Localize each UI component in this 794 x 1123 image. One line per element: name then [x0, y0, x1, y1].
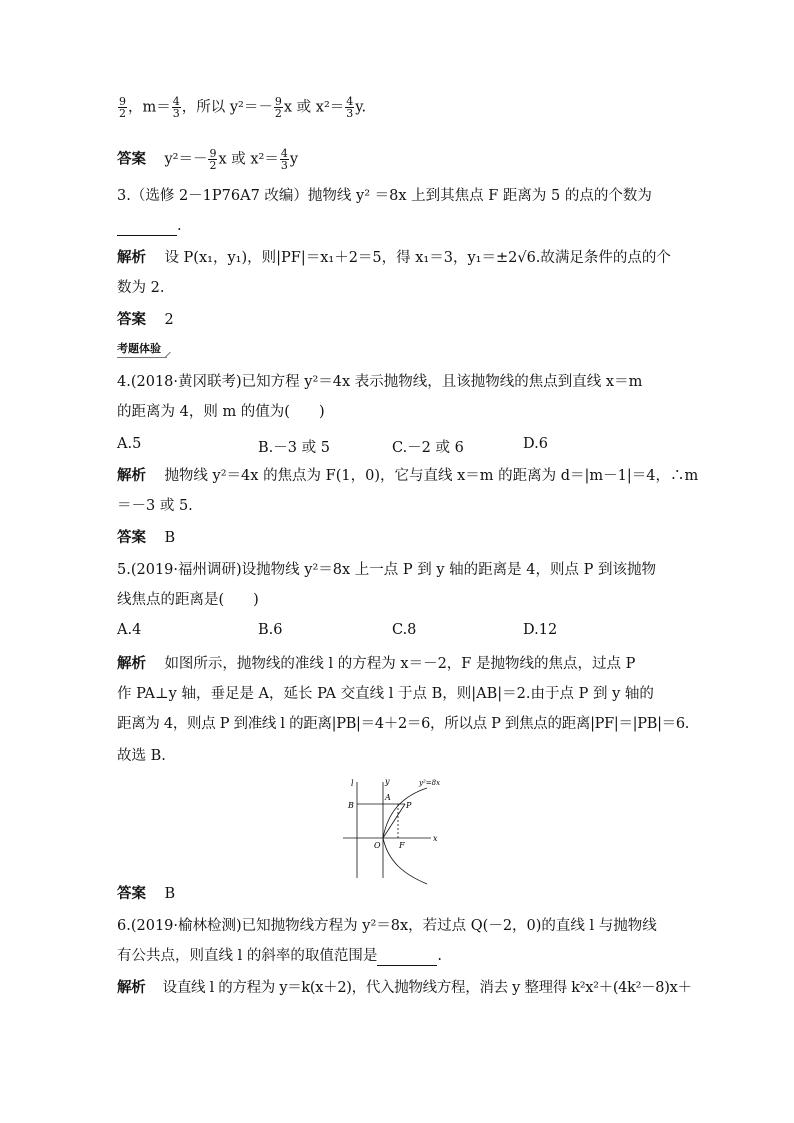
fraction: $\frac{4}{3}$	[280, 147, 288, 172]
label-b: B	[348, 801, 354, 810]
analysis-3-line-2: 数为 2.	[117, 280, 165, 296]
analysis-6-line-1: 解析 设直线 l 的方程为 y＝k(x＋2)，代入抛物线方程，消去 y 整理得 k²x²＋(4k²－8)x＋	[117, 979, 692, 996]
analysis-5-line-2: 作 PA⊥y 轴，垂足是 A，延长 PA 交直线 l 于点 B，则|AB|＝2.由于点 P 到 y 轴的	[117, 686, 654, 702]
label-x: x	[433, 834, 438, 843]
answer-5: 答案 B	[117, 885, 176, 902]
option-b: B.－3 或 5	[258, 440, 330, 456]
label-y: y	[385, 777, 390, 786]
fraction: $\frac{4}{3}$	[346, 95, 354, 120]
label-a: A	[385, 793, 391, 802]
option-c: C.－2 或 6	[392, 440, 464, 456]
fraction: $\frac{9}{2}$	[119, 95, 126, 120]
answer-line-2: 答案 y²＝－ $\frac{9}{2}$ x 或 x²＝ $\frac{4}{3}$ y	[117, 147, 299, 172]
option-d: D.6	[523, 436, 548, 452]
label-o: O	[374, 841, 381, 850]
question-3-line-1: 3.（选修 2－1P76A7 改编）抛物线 y² ＝8x 上到其焦点 F 距离为 5 的点的个数为	[117, 188, 652, 204]
label-f: F	[399, 841, 405, 850]
analysis-5-line-1: 解析 如图所示，抛物线的准线 l 的方程为 x＝－2，F 是抛物线的焦点，过点 P	[117, 655, 636, 672]
label-curve: y²=8x	[419, 779, 441, 787]
question-5-line-1: 5.(2019·福州调研)设抛物线 y²＝8x 上一点 P 到 y 轴的距离是 4，则点 P 到该抛物	[117, 562, 656, 578]
option-b: B.6	[258, 622, 283, 638]
answer-blank	[117, 221, 177, 236]
analysis-5-line-4: 故选 B.	[117, 748, 166, 764]
option-d: D.12	[523, 622, 558, 638]
label-l: l	[351, 779, 354, 788]
option-a: A.5	[117, 436, 142, 452]
answer-3: 答案 2	[117, 311, 174, 328]
fraction: $\frac{9}{2}$	[209, 147, 217, 172]
question-6-line-1: 6.(2019·榆林检测)已知抛物线方程为 y²＝8x，若过点 Q(－2，0)的直线 l 与抛物线	[117, 918, 657, 934]
answer-blank	[377, 951, 437, 966]
parabola-figure	[343, 776, 463, 886]
section-tag: 考题体验	[117, 340, 167, 358]
prev-answer-line: $\frac{9}{2}$ ，m＝ $\frac{4}{3}$ ，所以 y²＝－ $\frac{9}{2}$ x 或 x²＝ $\frac{4}{3}$ y.	[119, 95, 367, 120]
analysis-3-line-1: 解析 设 P(x₁，y₁)，则|PF|＝x₁＋2＝5，得 x₁＝3，y₁＝±2√6.故满足条件的点的个	[117, 249, 671, 266]
question-4-line-1: 4.(2018·黄冈联考)已知方程 y²＝4x 表示抛物线，且该抛物线的焦点到直线 x＝m	[117, 374, 643, 390]
label-p: P	[406, 801, 412, 810]
analysis-4-line-2: ＝－3 或 5.	[117, 498, 193, 514]
option-c: C.8	[392, 622, 417, 638]
analysis-4-line-1: 解析 抛物线 y²＝4x 的焦点为 F(1，0)，它与直线 x＝m 的距离为 d＝|m－1|＝4，∴m	[117, 467, 699, 484]
answer-4: 答案 B	[117, 529, 176, 546]
option-a: A.4	[117, 622, 142, 638]
question-5-line-2: 线焦点的距离是( )	[117, 592, 259, 608]
fraction: $\frac{9}{2}$	[274, 95, 282, 120]
question-4-line-2: 的距离为 4，则 m 的值为( )	[117, 404, 325, 420]
question-3-line-2: .	[117, 216, 182, 236]
fraction: $\frac{4}{3}$	[172, 95, 180, 120]
question-6-line-2: 有公共点，则直线 l 的斜率的取值范围是 .	[117, 948, 442, 964]
analysis-5-line-3: 距离为 4，则点 P 到准线 l 的距离|PB|＝4＋2＝6，所以点 P 到焦点的距离|PF|＝|PB|＝6.	[117, 716, 690, 732]
